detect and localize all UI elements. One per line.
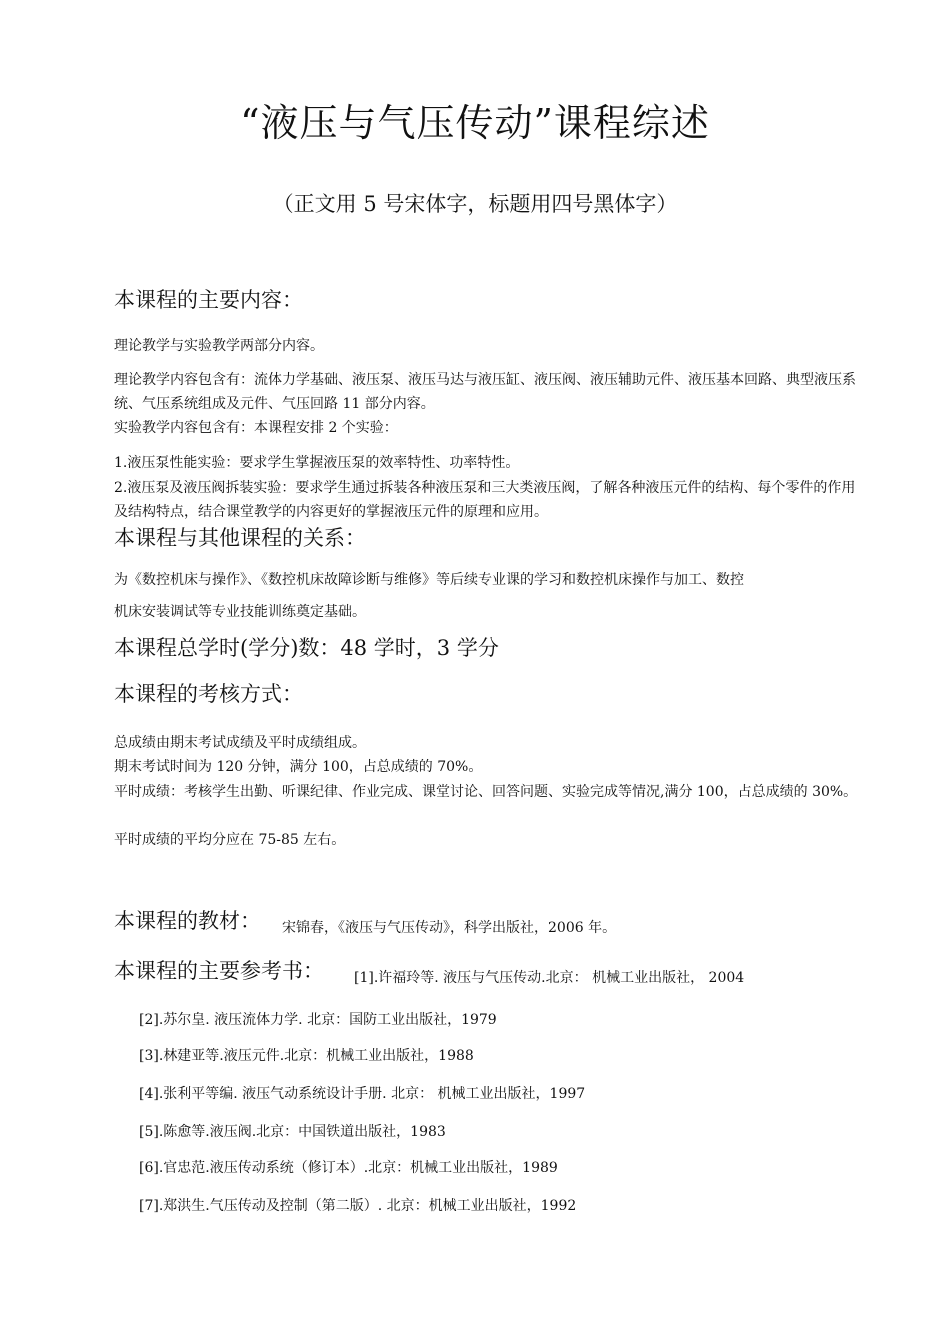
textbook-heading: 本课程的教材： — [114, 909, 261, 933]
assessment-line-4: 平时成绩的平均分应在 75-85 左右。 — [114, 832, 346, 848]
reference-item-1: [1].许福玲等. 液压与气压传动.北京： 机械工业出版社， 2004 — [354, 970, 745, 986]
document-subtitle: （正文用 5 号宋体字，标题用四号黑体字） — [272, 192, 678, 216]
relation-line-1: 为《数控机床与操作》、《数控机床故障诊断与维修》等后续专业课的学习和数控机床操作与加工、数控 — [114, 572, 744, 588]
theory-content: 理论教学内容包含有：流体力学基础、液压泵、液压马达与液压缸、液压阀、液压辅助元件、液压基本回路、典型液压系统、气压系统组成及元件、气压回路 11 部分内容。 — [114, 372, 856, 412]
reference-item-4: [4].张利平等编. 液压气动系统设计手册. 北京： 机械工业出版社，1997 — [139, 1086, 586, 1102]
references-heading: 本课程的主要参考书： — [114, 959, 324, 983]
relation-line-2: 机床安装调试等专业技能训练奠定基础。 — [114, 604, 366, 620]
assessment-line-3: 平时成绩：考核学生出勤、听课纪律、作业完成、课堂讨论、回答问题、实验完成等情况,满分 100，占总成绩的 30%。 — [114, 784, 858, 800]
reference-item-7: [7].郑洪生.气压传动及控制（第二版）. 北京：机械工业出版社，1992 — [139, 1198, 577, 1214]
main-content-heading: 本课程的主要内容： — [114, 288, 303, 312]
course-hours: 本课程总学时(学分)数：48 学时，3 学分 — [114, 636, 499, 660]
assessment-line-1: 总成绩由期末考试成绩及平时成绩组成。 — [114, 735, 366, 751]
experiment-content: 实验教学内容包含有：本课程安排 2 个实验： — [114, 420, 398, 436]
reference-item-3: [3].林建亚等.液压元件.北京：机械工业出版社，1988 — [139, 1048, 474, 1064]
document-title: “液压与气压传动”课程综述 — [240, 101, 710, 145]
reference-item-5: [5].陈愈等.液压阀.北京：中国铁道出版社，1983 — [139, 1124, 446, 1140]
assessment-line-2: 期末考试时间为 120 分钟，满分 100，占总成绩的 70%。 — [114, 759, 483, 775]
experiment-item-2: 2.液压泵及液压阀拆装实验：要求学生通过拆装各种液压泵和三大类液压阀，了解各种液压元件的结构、每个零件的作用及结构特点，结合课堂教学的内容更好的掌握液压元件的原理和应用。 — [114, 480, 856, 520]
experiment-item-1: 1.液压泵性能实验：要求学生掌握液压泵的效率特性、功率特性。 — [114, 455, 520, 471]
reference-item-2: [2].苏尔皇. 液压流体力学. 北京：国防工业出版社，1979 — [139, 1012, 497, 1028]
content-intro: 理论教学与实验教学两部分内容。 — [114, 338, 324, 354]
reference-item-6: [6].官忠范.液压传动系统（修订本）.北京：机械工业出版社，1989 — [139, 1160, 558, 1176]
relation-heading: 本课程与其他课程的关系： — [114, 526, 366, 550]
textbook-text: 宋锦春，《液压与气压传动》，科学出版社，2006 年。 — [282, 920, 617, 936]
assessment-heading: 本课程的考核方式： — [114, 682, 303, 706]
